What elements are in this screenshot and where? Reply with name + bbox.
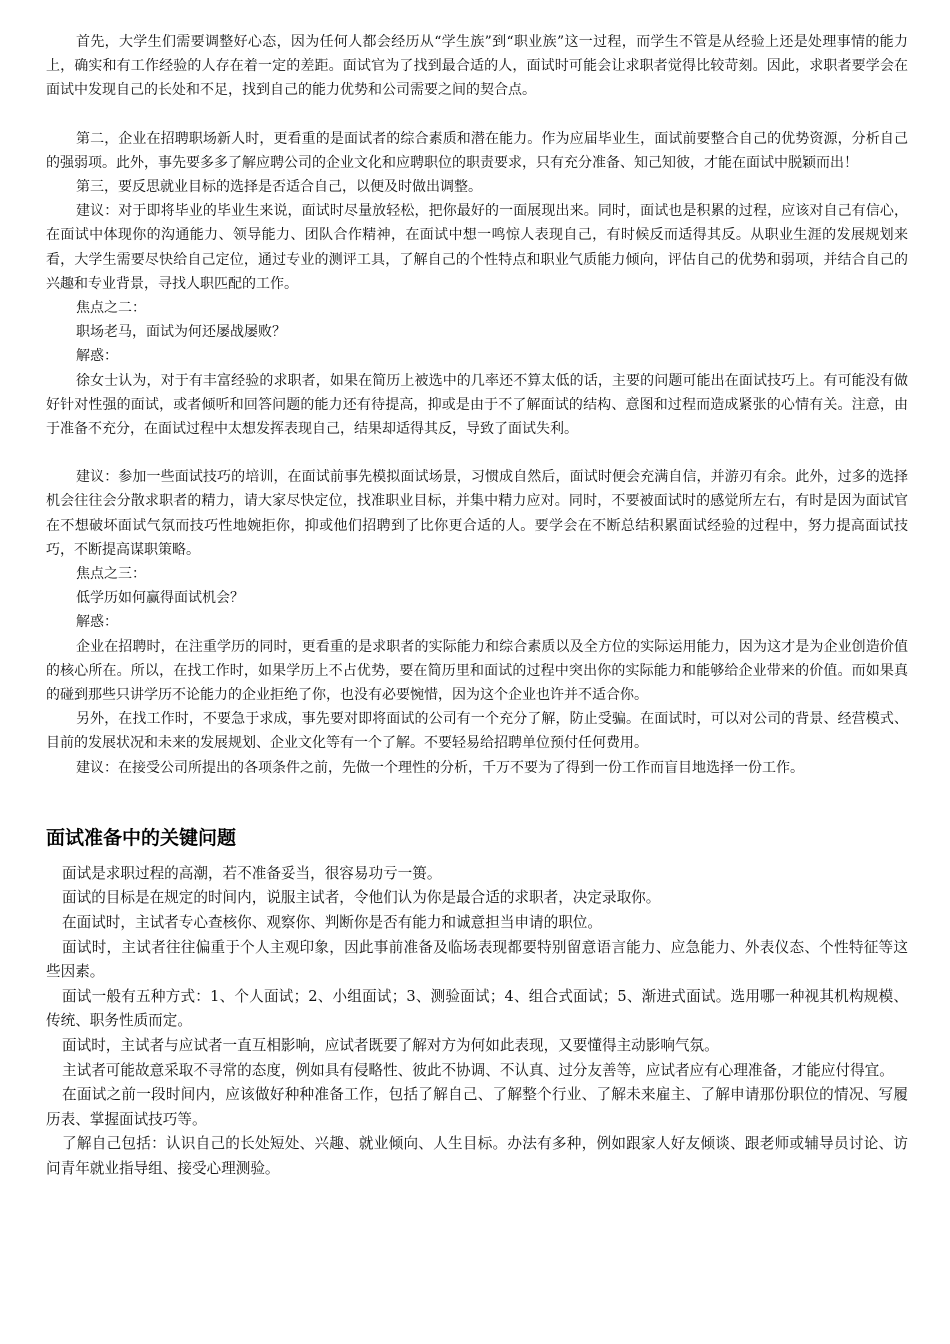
- focus-3-answer: 企业在招聘时，在注重学历的同时，更看重的是求职者的实际能力和综合素质以及全方位的实际运用能力，因为这才是为企业创造价值的核心所在。所以，在找工作时，如果学历上不占优势，要在简历里和面试的过程中突出你的实际能力和能够给企业带来的价值。而如果真的碰到那些只讲学历不论能力的企业拒绝了你，也没有必要惋惜，因为这个企业也许并不适合你。: [46, 638, 908, 704]
- key-issue-paragraph: 面试一般有五种方式：1、个人面试；2、小组面试；3、测验面试；4、组合式面试；5、渐进式面试。选用哪一种视其机构规模、传统、职务性质而定。: [46, 987, 908, 1030]
- paragraph-suggestion-2: 建议：参加一些面试技巧的培训，在面试前事先模拟面试场景，习惯成自然后，面试时便会充满自信，并游刃有余。此外，过多的选择机会往往会分散求职者的精力，请大家尽快定位，找准职业目标，并集中精力应对。同时，不要被面试时的感觉所左右，有时是因为面试官在不想破坏面试气氛而技巧性地婉拒你，抑或他们招聘到了比你更合适的人。要学会在不断总结积累面试经验的过程中，努力提高面试技巧，不断提高谋职策略。: [46, 469, 908, 558]
- key-issue-paragraph: 面试时，主试者往往偏重于个人主观印象，因此事前准备及临场表现都要特别留意语言能力、应急能力、外表仪态、个性特征等这些因素。: [46, 938, 908, 981]
- paragraph-suggestion-1: 建议：对于即将毕业的毕业生来说，面试时尽量放轻松，把你最好的一面展现出来。同时，面试也是积累的过程，应该对自己有信心，在面试中体现你的沟通能力、领导能力、团队合作精神，在面试中想一鸣惊人表现自己，有时候反而适得其反。从职业生涯的发展规划来看，大学生需要尽快给自己定位，通过专业的测评工具，了解自己的个性特点和职业气质能力倾向，评估自己的优势和弱项，并结合自己的兴趣和专业背景，寻找人职匹配的工作。: [46, 203, 908, 292]
- focus-3-answer-label: 解惑：: [76, 614, 118, 631]
- paragraph-suggestion-3: 建议：在接受公司所提出的各项条件之前，先做一个理性的分析，千万不要为了得到一份工作而盲目地选择一份工作。: [76, 759, 804, 776]
- paragraph-third-point: 第三，要反思就业目标的选择是否适合自己，以便及时做出调整。: [76, 179, 482, 196]
- key-issue-paragraph: 面试的目标是在规定的时间内，说服主试者，令他们认为你是最合适的求职者，决定录取你。: [62, 889, 661, 907]
- focus-3-answer-more: 另外，在找工作时，不要急于求成，事先要对即将面试的公司有一个充分了解，防止受骗。在面试时，可以对公司的背景、经营模式、目前的发展状况和未来的发展规划、企业文化等有一个了解。不要轻易给招聘单位预付任何费用。: [46, 711, 908, 752]
- key-issue-paragraph: 在面试时，主试者专心查核你、观察你、判断你是否有能力和诚意担当申请的职位。: [62, 914, 602, 932]
- document-page: [46, 30, 908, 1182]
- key-issue-paragraph: 在面试之前一段时间内，应该做好种种准备工作，包括了解自己、了解整个行业、了解未来雇主、了解申请那份职位的情况、写履历表、掌握面试技巧等。: [46, 1086, 908, 1128]
- focus-2-answer-label: 解惑：: [76, 348, 118, 365]
- focus-2-label: 焦点之二：: [76, 300, 146, 317]
- key-issue-paragraph: 了解自己包括：认识自己的长处短处、兴趣、就业倾向、人生目标。办法有多种，例如跟家人好友倾谈、跟老师或辅导员讨论、访问青年就业指导组、接受心理测验。: [46, 1135, 908, 1178]
- focus-2-question: 职场老马，面试为何还屡战屡败？: [76, 324, 286, 341]
- paragraph-second-point: 第二，企业在招聘职场新人时，更看重的是面试者的综合素质和潜在能力。作为应届毕业生，面试前要整合自己的优势资源，分析自己的强弱项。此外，事先要多多了解应聘公司的企业文化和应聘职位的职责要求，只有充分准备、知己知彼，才能在面试中脱颖而出！: [46, 130, 908, 171]
- key-issues-section: [46, 862, 908, 1182]
- focus-3-label: 焦点之三：: [76, 566, 146, 583]
- paragraph-first-point: 首先，大学生们需要调整好心态，因为任何人都会经历从“学生族”到“职业族”这一过程，而学生不管是从经验上还是处理事情的能力上，确实和有工作经验的人存在着一定的差距。面试官为了找到最合适的人，面试时可能会让求职者觉得比较苛刻。因此，求职者要学会在面试中发现自己的长处和不足，找到自己的能力优势和公司需要之间的契合点。: [46, 34, 908, 99]
- focus-2-answer: 徐女士认为，对于有丰富经验的求职者，如果在简历上被选中的几率还不算太低的话，主要的问题可能出在面试技巧上。有可能没有做好针对性强的面试，或者倾听和回答问题的能力还有待提高，抑或是由于不了解面试的结构、意图和过程而造成紧张的心情有关。注意，由于准备不充分，在面试过程中太想发挥表现自己，结果却适得其反，导致了面试失利。: [46, 372, 908, 438]
- key-issue-paragraph: 面试时，主试者与应试者一直互相影响，应试者既要了解对方为何如此表现，又要懂得主动影响气氛。: [62, 1037, 719, 1055]
- key-issue-paragraph: 面试是求职过程的高潮，若不准备妥当，很容易功亏一篑。: [62, 864, 442, 882]
- section-heading: 面试准备中的关键问题: [46, 826, 237, 849]
- key-issue-paragraph: 主试者可能故意采取不寻常的态度，例如具有侵略性、彼此不协调、不认真、过分友善等，应试者应有心理准备，才能应付得宜。: [62, 1061, 894, 1079]
- interview-advice-section: [46, 30, 908, 780]
- focus-3-question: 低学历如何赢得面试机会？: [76, 590, 244, 607]
